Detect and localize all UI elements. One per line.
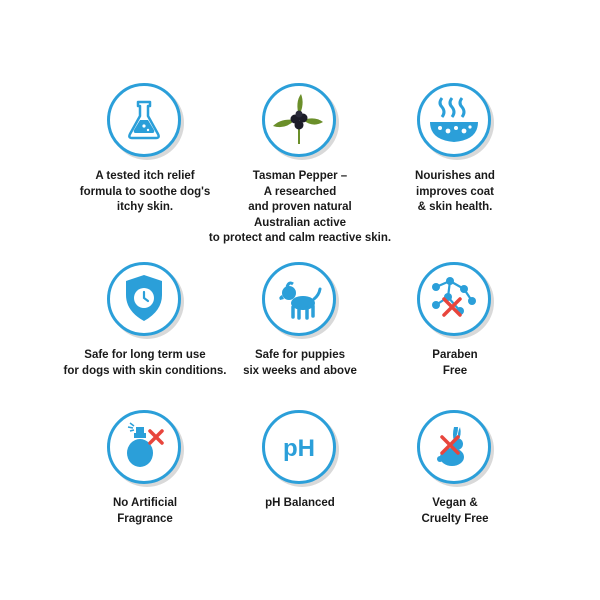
feature-label: No Artificial Fragrance [112,497,178,525]
shield-clock-icon [107,262,181,336]
feature-label: pH Balanced [265,497,335,509]
no-animal-testing-rabbit-icon [417,410,491,484]
skin-layers-icon [417,83,491,157]
feature-label: Tasman Pepper – A researched and proven natural Australian active to protect and calm reactive skin. [208,170,392,244]
ph-icon [262,410,336,484]
feature-label: Paraben Free [432,349,478,377]
flask-icon [107,83,181,157]
feature-label: Nourishes and improves coat & skin health. [415,170,495,213]
feature-label: Safe for long term use for dogs with skin conditions. [63,349,227,377]
no-paraben-molecule-icon [417,262,491,336]
feature-label: Safe for puppies six weeks and above [243,349,357,377]
ph-icon-text: pH [283,435,315,462]
feature-label: A tested itch relief formula to soothe dog's itchy skin. [79,170,211,213]
pepper-berry-icon [262,83,336,157]
puppy-icon [262,262,336,336]
feature-label: Vegan & Cruelty Free [421,497,489,525]
no-fragrance-spray-icon [107,410,181,484]
